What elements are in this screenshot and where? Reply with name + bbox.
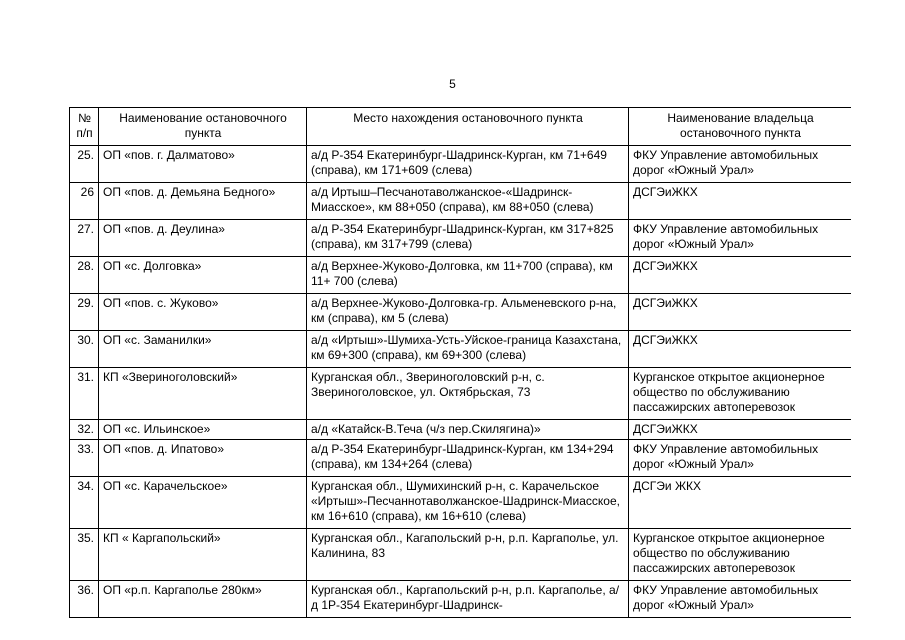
table-row	[70, 331, 852, 368]
table-row	[70, 420, 852, 440]
stop-location: а/д «Иртыш»-Шумиха-Усть-Уйское-граница Казахстана, км 69+300 (справа), км 69+300 (слева)	[307, 331, 629, 368]
stop-owner: ДСГЭиЖКХ	[629, 257, 852, 294]
row-number: 33.	[70, 440, 99, 477]
row-number: 25.	[70, 146, 99, 183]
stop-name: КП « Каргапольский»	[99, 529, 307, 581]
table-container	[69, 107, 851, 640]
stop-name: ОП «пов. д. Деулина»	[99, 220, 307, 257]
stop-location: а/д Верхнее-Жуково-Долговка-гр. Альменевского р-на, км (справа), км 5 (слева)	[307, 294, 629, 331]
table-row	[70, 257, 852, 294]
row-number: 36.	[70, 581, 99, 618]
stop-location: а/д Иртыш–Песчанотаволжанское-«Шадринск-Миасское», км 88+050 (справа), км 88+050 (слева)	[307, 183, 629, 220]
stop-location: а/д «Катайск-В.Теча (ч/з пер.Скилягина)»	[307, 420, 629, 440]
stop-name: ОП «с. Долговка»	[99, 257, 307, 294]
stop-name: ОП «с. Карачельское»	[99, 477, 307, 529]
stop-name: ОП «пов. д. Ипатово»	[99, 440, 307, 477]
table-row	[70, 183, 852, 220]
row-number: 32.	[70, 420, 99, 440]
row-number: 26	[70, 183, 99, 220]
stop-owner: ДСГЭи ЖКХ	[629, 477, 852, 529]
stop-location: Курганская обл., Каргапольский р-н, р.п. Каргаполье, а/д 1Р-354 Екатеринбург-Шадринск-	[307, 581, 629, 618]
stop-name: ОП «с. Ильинское»	[99, 420, 307, 440]
header-number: № п/п	[70, 108, 99, 146]
row-number: 28.	[70, 257, 99, 294]
row-number: 34.	[70, 477, 99, 529]
stop-name: КП «Звериноголовский»	[99, 368, 307, 420]
stop-location: Курганская обл., Кагапольский р-н, р.п. Каргаполье, ул. Калинина, 83	[307, 529, 629, 581]
row-number: 27.	[70, 220, 99, 257]
stops-table	[69, 107, 851, 618]
header-owner: Наименование владельца остановочного пункта	[629, 108, 852, 146]
row-number: 35.	[70, 529, 99, 581]
stop-location: а/д Р-354 Екатеринбург-Шадринск-Курган, км 134+294 (справа), км 134+264 (слева)	[307, 440, 629, 477]
stop-owner: ДСГЭиЖКХ	[629, 420, 852, 440]
table-row	[70, 581, 852, 618]
stop-location: а/д Р-354 Екатеринбург-Шадринск-Курган, км 71+649 (справа), км 171+609 (слева)	[307, 146, 629, 183]
page-number: 5	[449, 77, 456, 91]
table-row	[70, 529, 852, 581]
stop-name: ОП «пов. г. Далматово»	[99, 146, 307, 183]
stop-name: ОП «с. Заманилки»	[99, 331, 307, 368]
stop-owner: ДСГЭиЖКХ	[629, 331, 852, 368]
table-row	[70, 368, 852, 420]
stop-location: а/д Верхнее-Жуково-Долговка, км 11+700 (справа), км 11+ 700 (слева)	[307, 257, 629, 294]
stop-location: а/д Р-354 Екатеринбург-Шадринск-Курган, км 317+825 (справа), км 317+799 (слева)	[307, 220, 629, 257]
row-number: 30.	[70, 331, 99, 368]
table-row	[70, 146, 852, 183]
stop-owner: ДСГЭиЖКХ	[629, 294, 852, 331]
stop-owner: ФКУ Управление автомобильных дорог «Южный Урал»	[629, 220, 852, 257]
stop-owner: Курганское открытое акционерное общество по обслуживанию пассажирских автоперевозок	[629, 368, 852, 420]
stop-name: ОП «пов. д. Демьяна Бедного»	[99, 183, 307, 220]
row-number: 29.	[70, 294, 99, 331]
stop-owner: ФКУ Управление автомобильных дорог «Южный Урал»	[629, 146, 852, 183]
stop-location: Курганская обл., Шумихинский р-н, с. Карачельское «Иртыш»-Песчаннотаволжанское-Шадринск-Миасское, км 16+610 (справа), км 16+610 (слева)	[307, 477, 629, 529]
header-stop-name: Наименование остановочного пункта	[99, 108, 307, 146]
table-header-row	[70, 108, 852, 146]
stop-location: Курганская обл., Звериноголовский р-н, с. Звериноголовское, ул. Октябрьская, 73	[307, 368, 629, 420]
stop-owner: Курганское открытое акционерное общество по обслуживанию пассажирских автоперевозок	[629, 529, 852, 581]
stop-name: ОП «р.п. Каргаполье 280км»	[99, 581, 307, 618]
stop-name: ОП «пов. с. Жуково»	[99, 294, 307, 331]
table-row	[70, 294, 852, 331]
stop-owner: ФКУ Управление автомобильных дорог «Южный Урал»	[629, 440, 852, 477]
stop-owner: ДСГЭиЖКХ	[629, 183, 852, 220]
table-row	[70, 220, 852, 257]
stop-owner: ФКУ Управление автомобильных дорог «Южный Урал»	[629, 581, 852, 618]
header-location: Место нахождения остановочного пункта	[307, 108, 629, 146]
table-row	[70, 440, 852, 477]
row-number: 31.	[70, 368, 99, 420]
table-row	[70, 477, 852, 529]
